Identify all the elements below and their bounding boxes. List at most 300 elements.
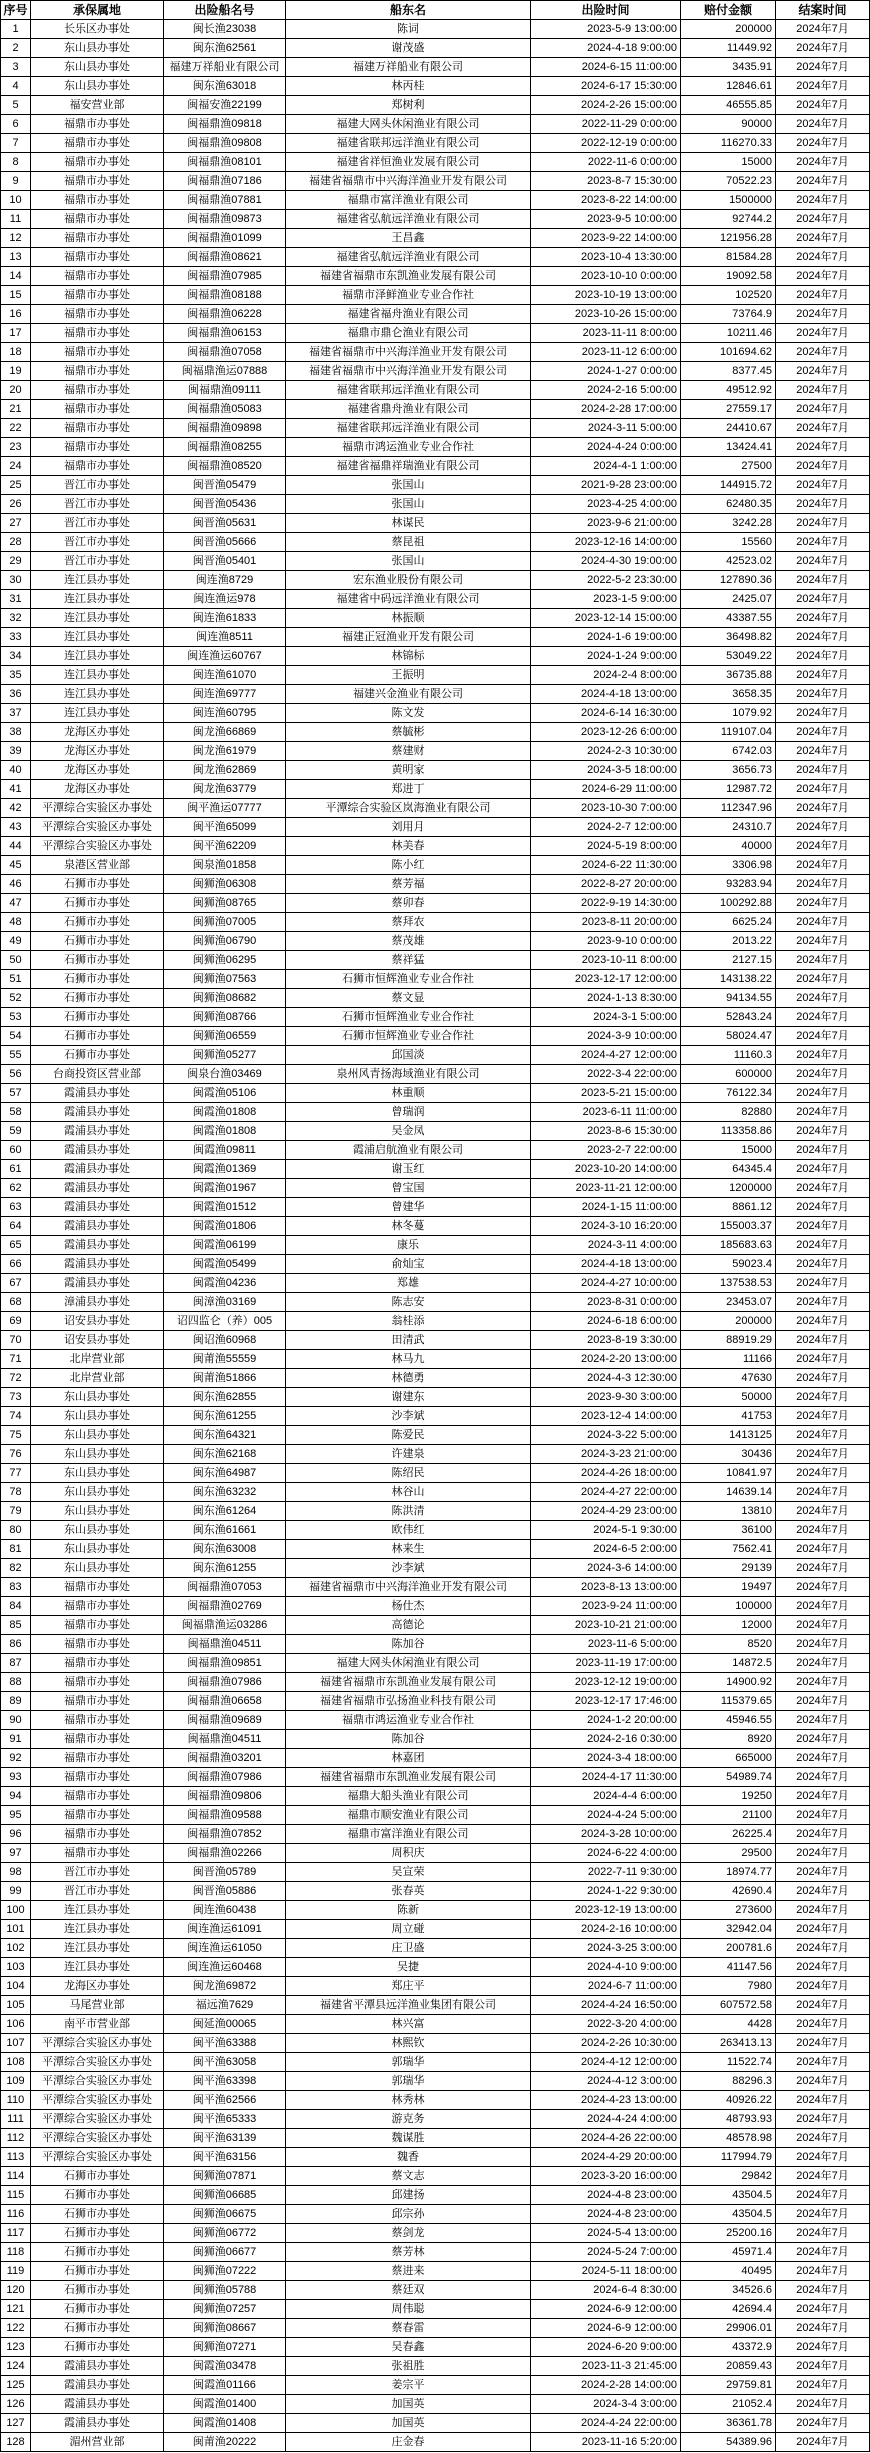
cell-close-time: 2024年7月 [776,1084,870,1103]
cell-index: 11 [1,210,31,229]
cell-incident-time: 2024-1-15 11:00:00 [531,1198,681,1217]
cell-ship-number: 闽龙渔61979 [164,742,286,761]
cell-payout: 29500 [681,1844,776,1863]
table-row [1,647,870,666]
cell-ship-number: 闽诏渔60968 [164,1331,286,1350]
table-row [1,2262,870,2281]
cell-owner: 福建万祥船业有限公司 [286,58,531,77]
cell-location: 石狮市办事处 [31,2224,164,2243]
cell-index: 127 [1,2414,31,2433]
cell-close-time: 2024年7月 [776,419,870,438]
table-row [1,1901,870,1920]
cell-index: 125 [1,2376,31,2395]
table-row [1,780,870,799]
cell-location: 东山县办事处 [31,39,164,58]
table-row [1,1825,870,1844]
cell-location: 平潭综合实验区办事处 [31,2034,164,2053]
cell-location: 连江县办事处 [31,1901,164,1920]
cell-location: 连江县办事处 [31,1939,164,1958]
cell-close-time: 2024年7月 [776,2262,870,2281]
table-row [1,1407,870,1426]
table-row [1,666,870,685]
cell-ship-number: 闽福鼎渔06228 [164,305,286,324]
cell-incident-time: 2024-4-4 6:00:00 [531,1787,681,1806]
cell-location: 石狮市办事处 [31,1027,164,1046]
table-row [1,2091,870,2110]
cell-ship-number: 闽延渔00065 [164,2015,286,2034]
cell-owner: 蔡春雷 [286,2319,531,2338]
cell-close-time: 2024年7月 [776,1198,870,1217]
table-row [1,2034,870,2053]
cell-close-time: 2024年7月 [776,1825,870,1844]
cell-location: 福鼎市办事处 [31,438,164,457]
cell-ship-number: 闽平渔62209 [164,837,286,856]
table-row [1,685,870,704]
table-row [1,2357,870,2376]
cell-index: 45 [1,856,31,875]
cell-close-time: 2024年7月 [776,1616,870,1635]
cell-incident-time: 2023-5-9 13:00:00 [531,20,681,39]
cell-close-time: 2024年7月 [776,742,870,761]
cell-payout: 36735.88 [681,666,776,685]
cell-location: 诏安县办事处 [31,1312,164,1331]
cell-index: 17 [1,324,31,343]
cell-owner: 福建省弘航远洋渔业有限公司 [286,210,531,229]
cell-ship-number: 闽福鼎渔09111 [164,381,286,400]
cell-payout: 119107.04 [681,723,776,742]
table-row [1,1160,870,1179]
cell-location: 福鼎市办事处 [31,343,164,362]
table-row [1,1122,870,1141]
cell-incident-time: 2023-3-20 16:00:00 [531,2167,681,2186]
cell-payout: 27500 [681,457,776,476]
cell-close-time: 2024年7月 [776,723,870,742]
cell-index: 114 [1,2167,31,2186]
cell-index: 94 [1,1787,31,1806]
cell-close-time: 2024年7月 [776,1939,870,1958]
cell-ship-number: 闽福鼎渔07852 [164,1825,286,1844]
cell-owner: 蔡茂雄 [286,932,531,951]
cell-ship-number: 闽霞渔01408 [164,2414,286,2433]
cell-payout: 30436 [681,1445,776,1464]
cell-index: 1 [1,20,31,39]
cell-location: 连江县办事处 [31,647,164,666]
cell-payout: 42523.02 [681,552,776,571]
cell-close-time: 2024年7月 [776,837,870,856]
cell-owner: 王昌鑫 [286,229,531,248]
cell-owner: 吴宣荣 [286,1863,531,1882]
cell-incident-time: 2024-1-27 0:00:00 [531,362,681,381]
table-row [1,191,870,210]
cell-ship-number: 闽平渔65099 [164,818,286,837]
table-row [1,1844,870,1863]
cell-close-time: 2024年7月 [776,115,870,134]
cell-owner: 蔡毓彬 [286,723,531,742]
cell-location: 霞浦县办事处 [31,2395,164,2414]
cell-index: 22 [1,419,31,438]
cell-close-time: 2024年7月 [776,2110,870,2129]
table-row [1,1787,870,1806]
cell-index: 82 [1,1559,31,1578]
cell-owner: 林熙钦 [286,2034,531,2053]
cell-payout: 52843.24 [681,1008,776,1027]
cell-index: 107 [1,2034,31,2053]
cell-payout: 48578.98 [681,2129,776,2148]
cell-index: 20 [1,381,31,400]
cell-index: 35 [1,666,31,685]
cell-incident-time: 2023-12-17 12:00:00 [531,970,681,989]
table-row [1,495,870,514]
cell-index: 89 [1,1692,31,1711]
table-row [1,267,870,286]
cell-owner: 陈新 [286,1901,531,1920]
cell-incident-time: 2022-5-2 23:30:00 [531,571,681,590]
cell-ship-number: 闽福安渔22199 [164,96,286,115]
cell-location: 福鼎市办事处 [31,362,164,381]
cell-index: 126 [1,2395,31,2414]
cell-close-time: 2024年7月 [776,1863,870,1882]
cell-ship-number: 闽福鼎渔运07888 [164,362,286,381]
cell-close-time: 2024年7月 [776,1008,870,1027]
cell-incident-time: 2024-6-7 11:00:00 [531,1977,681,1996]
cell-close-time: 2024年7月 [776,1768,870,1787]
cell-ship-number: 闽狮渔06772 [164,2224,286,2243]
cell-index: 6 [1,115,31,134]
table-row [1,96,870,115]
cell-payout: 127890.36 [681,571,776,590]
cell-incident-time: 2024-1-13 8:30:00 [531,989,681,1008]
table-row [1,704,870,723]
cell-close-time: 2024年7月 [776,1996,870,2015]
cell-location: 福鼎市办事处 [31,267,164,286]
cell-incident-time: 2023-12-14 15:00:00 [531,609,681,628]
cell-ship-number: 闽霞渔01512 [164,1198,286,1217]
cell-close-time: 2024年7月 [776,1122,870,1141]
cell-ship-number: 闽平渔65333 [164,2110,286,2129]
header-incident-time: 出险时间 [531,1,681,20]
cell-location: 福鼎市办事处 [31,1597,164,1616]
cell-location: 福鼎市办事处 [31,1749,164,1768]
cell-ship-number: 闽晋渔05631 [164,514,286,533]
cell-close-time: 2024年7月 [776,1635,870,1654]
cell-incident-time: 2023-11-6 5:00:00 [531,1635,681,1654]
cell-ship-number: 闽平渔运07777 [164,799,286,818]
cell-location: 福鼎市办事处 [31,381,164,400]
cell-close-time: 2024年7月 [776,1673,870,1692]
cell-owner: 高德论 [286,1616,531,1635]
cell-close-time: 2024年7月 [776,685,870,704]
table-row [1,457,870,476]
cell-incident-time: 2023-12-19 13:00:00 [531,1901,681,1920]
cell-payout: 49512.92 [681,381,776,400]
cell-index: 53 [1,1008,31,1027]
cell-incident-time: 2024-6-18 6:00:00 [531,1312,681,1331]
table-row [1,2433,870,2452]
cell-owner: 黄明家 [286,761,531,780]
cell-payout: 8861.12 [681,1198,776,1217]
cell-close-time: 2024年7月 [776,1027,870,1046]
table-row [1,1274,870,1293]
cell-payout: 29906.01 [681,2319,776,2338]
cell-ship-number: 闽福鼎渔07986 [164,1673,286,1692]
cell-ship-number: 闽平渔62566 [164,2091,286,2110]
cell-incident-time: 2023-8-19 3:30:00 [531,1331,681,1350]
cell-close-time: 2024年7月 [776,1160,870,1179]
cell-index: 90 [1,1711,31,1730]
table-row [1,1198,870,1217]
cell-location: 晋江市办事处 [31,552,164,571]
table-row [1,1483,870,1502]
cell-incident-time: 2024-4-8 23:00:00 [531,2186,681,2205]
cell-index: 98 [1,1863,31,1882]
cell-payout: 43504.5 [681,2186,776,2205]
cell-location: 霞浦县办事处 [31,2357,164,2376]
table-row [1,2186,870,2205]
cell-index: 102 [1,1939,31,1958]
cell-location: 福鼎市办事处 [31,305,164,324]
cell-payout: 46555.85 [681,96,776,115]
table-row [1,1502,870,1521]
cell-ship-number: 闽福鼎渔09818 [164,115,286,134]
cell-owner: 许建泉 [286,1445,531,1464]
table-row [1,2110,870,2129]
cell-location: 东山县办事处 [31,58,164,77]
cell-owner: 福鼎市泽鲜渔业专业合作社 [286,286,531,305]
cell-location: 福鼎市办事处 [31,210,164,229]
table-row [1,913,870,932]
table-row [1,818,870,837]
cell-incident-time: 2024-5-11 18:00:00 [531,2262,681,2281]
cell-ship-number: 闽狮渔07871 [164,2167,286,2186]
cell-incident-time: 2024-2-26 10:30:00 [531,2034,681,2053]
cell-index: 44 [1,837,31,856]
cell-payout: 6625.24 [681,913,776,932]
cell-payout: 11449.92 [681,39,776,58]
cell-location: 霞浦县办事处 [31,2376,164,2395]
table-row [1,1331,870,1350]
table-row [1,875,870,894]
cell-close-time: 2024年7月 [776,1369,870,1388]
cell-owner: 泉州风青扬海域渔业有限公司 [286,1065,531,1084]
cell-payout: 8520 [681,1635,776,1654]
cell-location: 福鼎市办事处 [31,1673,164,1692]
cell-owner: 福鼎市鸿运渔业专业合作社 [286,1711,531,1730]
table-row [1,1597,870,1616]
cell-ship-number: 闽福鼎渔03201 [164,1749,286,1768]
cell-ship-number: 闽狮渔06790 [164,932,286,951]
cell-location: 北岸营业部 [31,1350,164,1369]
cell-incident-time: 2024-3-10 16:20:00 [531,1217,681,1236]
cell-ship-number: 闽福鼎渔08101 [164,153,286,172]
cell-ship-number: 闽东渔64321 [164,1426,286,1445]
cell-index: 110 [1,2091,31,2110]
cell-location: 福鼎市办事处 [31,1711,164,1730]
cell-location: 东山县办事处 [31,1483,164,1502]
cell-close-time: 2024年7月 [776,58,870,77]
cell-index: 15 [1,286,31,305]
cell-owner: 刘用月 [286,818,531,837]
table-row [1,115,870,134]
cell-ship-number: 闽福鼎渔09689 [164,1711,286,1730]
cell-owner: 蔡文志 [286,2167,531,2186]
cell-index: 87 [1,1654,31,1673]
cell-ship-number: 闽霞渔01166 [164,2376,286,2395]
cell-incident-time: 2024-6-22 4:00:00 [531,1844,681,1863]
cell-ship-number: 闽狮渔08682 [164,989,286,1008]
cell-incident-time: 2024-1-2 20:00:00 [531,1711,681,1730]
cell-ship-number: 闽霞渔01808 [164,1103,286,1122]
cell-index: 12 [1,229,31,248]
cell-ship-number: 闽平渔63388 [164,2034,286,2053]
cell-owner: 林美春 [286,837,531,856]
cell-payout: 121956.28 [681,229,776,248]
cell-owner: 福鼎市富洋渔业有限公司 [286,1825,531,1844]
cell-payout: 14872.5 [681,1654,776,1673]
cell-location: 霞浦县办事处 [31,1274,164,1293]
cell-owner: 福建省福鼎市中兴海洋渔业开发有限公司 [286,343,531,362]
cell-incident-time: 2024-3-1 5:00:00 [531,1008,681,1027]
cell-payout: 2013.22 [681,932,776,951]
cell-index: 58 [1,1103,31,1122]
cell-close-time: 2024年7月 [776,951,870,970]
cell-close-time: 2024年7月 [776,761,870,780]
cell-index: 105 [1,1996,31,2015]
cell-incident-time: 2024-3-4 18:00:00 [531,1749,681,1768]
cell-index: 40 [1,761,31,780]
table-row [1,723,870,742]
cell-location: 石狮市办事处 [31,2186,164,2205]
cell-ship-number: 闽福鼎渔09808 [164,134,286,153]
cell-close-time: 2024年7月 [776,1445,870,1464]
cell-incident-time: 2024-6-4 8:30:00 [531,2281,681,2300]
cell-payout: 8377.45 [681,362,776,381]
cell-payout: 101694.62 [681,343,776,362]
cell-payout: 34526.6 [681,2281,776,2300]
table-row [1,1065,870,1084]
table-row [1,1711,870,1730]
table-row [1,2148,870,2167]
cell-index: 99 [1,1882,31,1901]
table-row [1,894,870,913]
cell-location: 晋江市办事处 [31,476,164,495]
cell-location: 霞浦县办事处 [31,1122,164,1141]
cell-payout: 90000 [681,115,776,134]
cell-index: 10 [1,191,31,210]
cell-location: 晋江市办事处 [31,514,164,533]
cell-ship-number: 闽福鼎渔09851 [164,1654,286,1673]
cell-location: 福安营业部 [31,96,164,115]
cell-location: 连江县办事处 [31,609,164,628]
cell-index: 33 [1,628,31,647]
cell-owner: 林锦标 [286,647,531,666]
cell-index: 26 [1,495,31,514]
cell-index: 95 [1,1806,31,1825]
cell-location: 石狮市办事处 [31,2281,164,2300]
cell-ship-number: 闽连渔69777 [164,685,286,704]
cell-close-time: 2024年7月 [776,1958,870,1977]
cell-ship-number: 闽福鼎渔09588 [164,1806,286,1825]
table-row [1,2281,870,2300]
cell-close-time: 2024年7月 [776,1521,870,1540]
cell-owner: 蔡廷双 [286,2281,531,2300]
cell-index: 60 [1,1141,31,1160]
cell-owner: 霞浦启航渔业有限公司 [286,1141,531,1160]
table-row [1,1369,870,1388]
cell-ship-number: 闽泉渔01858 [164,856,286,875]
cell-incident-time: 2024-2-3 10:30:00 [531,742,681,761]
cell-index: 42 [1,799,31,818]
cell-owner: 陈加谷 [286,1635,531,1654]
table-row [1,1464,870,1483]
table-row [1,1559,870,1578]
cell-owner: 福建省福鼎祥瑞渔业有限公司 [286,457,531,476]
cell-owner: 谢玉红 [286,1160,531,1179]
cell-owner: 谢建东 [286,1388,531,1407]
cell-ship-number: 闽狮渔05277 [164,1046,286,1065]
cell-incident-time: 2023-1-5 9:00:00 [531,590,681,609]
cell-incident-time: 2023-11-16 5:20:00 [531,2433,681,2452]
cell-incident-time: 2024-4-3 12:30:00 [531,1369,681,1388]
cell-payout: 8920 [681,1730,776,1749]
table-row [1,2224,870,2243]
cell-ship-number: 闽狮渔07257 [164,2300,286,2319]
cell-close-time: 2024年7月 [776,989,870,1008]
cell-index: 19 [1,362,31,381]
table-row [1,2414,870,2433]
cell-location: 东山县办事处 [31,1388,164,1407]
cell-close-time: 2024年7月 [776,1787,870,1806]
cell-incident-time: 2023-11-21 12:00:00 [531,1179,681,1198]
cell-close-time: 2024年7月 [776,2034,870,2053]
cell-payout: 36498.82 [681,628,776,647]
cell-payout: 45971.4 [681,2243,776,2262]
cell-owner: 石狮市恒辉渔业专业合作社 [286,1027,531,1046]
cell-location: 东山县办事处 [31,1445,164,1464]
cell-owner: 福建省福舟渔业有限公司 [286,305,531,324]
cell-payout: 19497 [681,1578,776,1597]
cell-payout: 3658.35 [681,685,776,704]
cell-owner: 张春英 [286,1882,531,1901]
cell-ship-number: 闽东渔62168 [164,1445,286,1464]
cell-index: 69 [1,1312,31,1331]
cell-index: 78 [1,1483,31,1502]
cell-close-time: 2024年7月 [776,2167,870,2186]
cell-close-time: 2024年7月 [776,1464,870,1483]
cell-close-time: 2024年7月 [776,799,870,818]
table-row [1,837,870,856]
cell-location: 龙海区办事处 [31,1977,164,1996]
table-row [1,1540,870,1559]
cell-location: 东山县办事处 [31,1540,164,1559]
cell-close-time: 2024年7月 [776,457,870,476]
cell-incident-time: 2024-5-1 9:30:00 [531,1521,681,1540]
cell-index: 72 [1,1369,31,1388]
cell-payout: 15000 [681,1141,776,1160]
cell-close-time: 2024年7月 [776,20,870,39]
table-row [1,1008,870,1027]
cell-location: 福鼎市办事处 [31,400,164,419]
cell-incident-time: 2024-3-9 10:00:00 [531,1027,681,1046]
cell-owner: 郑庄平 [286,1977,531,1996]
cell-close-time: 2024年7月 [776,495,870,514]
table-row [1,1920,870,1939]
cell-index: 86 [1,1635,31,1654]
cell-location: 平潭综合实验区办事处 [31,2110,164,2129]
cell-index: 76 [1,1445,31,1464]
cell-index: 75 [1,1426,31,1445]
cell-location: 福鼎市办事处 [31,1806,164,1825]
cell-ship-number: 闽福鼎渔06658 [164,1692,286,1711]
